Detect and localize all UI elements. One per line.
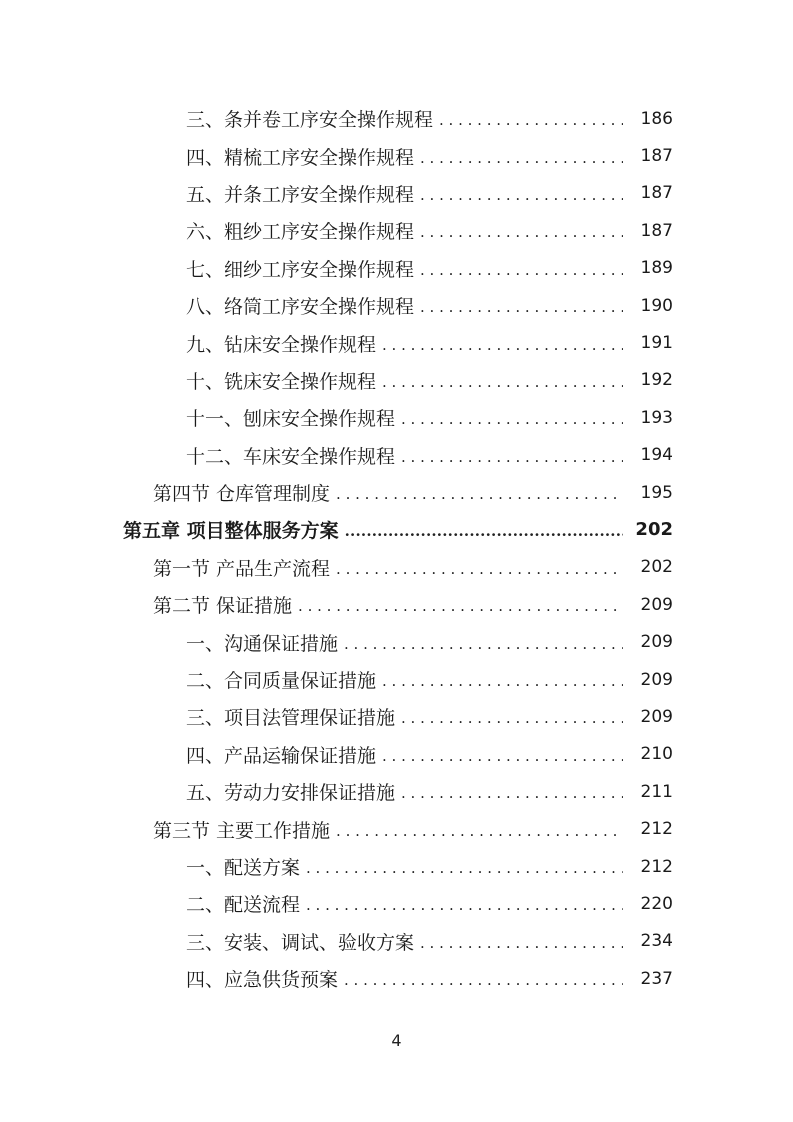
dot-leader bbox=[344, 969, 623, 988]
dot-leader bbox=[344, 633, 623, 652]
toc-entry-title: 五、并条工序安全操作规程 bbox=[186, 180, 420, 207]
toc-entry-title: 三、条并卷工序安全操作规程 bbox=[186, 105, 439, 132]
dot-leader bbox=[439, 109, 623, 128]
dot-leader bbox=[382, 670, 623, 689]
toc-entry[interactable] bbox=[0, 623, 793, 660]
toc-entry-page: 187 bbox=[640, 220, 673, 241]
toc-entry-title: 一、配送方案 bbox=[186, 853, 306, 880]
toc-section-entry[interactable] bbox=[0, 474, 793, 511]
toc-entry-page: 212 bbox=[640, 856, 673, 877]
toc-chapter-page: 202 bbox=[635, 519, 673, 541]
toc-entry[interactable] bbox=[0, 923, 793, 960]
toc-entry-page: 209 bbox=[640, 632, 673, 653]
toc-entry-title: 七、细纱工序安全操作规程 bbox=[186, 255, 420, 282]
dot-leader bbox=[401, 782, 623, 801]
dot-leader bbox=[382, 745, 623, 764]
dot-leader bbox=[298, 595, 623, 614]
toc-entry-title: 四、精梳工序安全操作规程 bbox=[186, 143, 420, 170]
toc-entry-title: 一、沟通保证措施 bbox=[186, 629, 344, 656]
dot-leader bbox=[345, 520, 623, 539]
toc-entry-page: 234 bbox=[640, 931, 673, 952]
toc-chapter-title: 第五章 项目整体服务方案 bbox=[123, 516, 345, 543]
dot-leader bbox=[306, 857, 623, 876]
toc-entry-title: 五、劳动力安排保证措施 bbox=[186, 778, 401, 805]
dot-leader bbox=[420, 221, 623, 240]
toc-entry-title: 八、络筒工序安全操作规程 bbox=[186, 292, 420, 319]
dot-leader bbox=[420, 259, 623, 278]
toc-entry-page: 191 bbox=[640, 333, 673, 354]
toc-entry-page: 202 bbox=[640, 557, 673, 578]
toc-entry-page: 193 bbox=[640, 407, 673, 428]
toc-entry[interactable] bbox=[0, 848, 793, 885]
toc-entry[interactable] bbox=[0, 437, 793, 474]
dot-leader bbox=[401, 707, 623, 726]
toc-entry[interactable] bbox=[0, 736, 793, 773]
toc-entry[interactable] bbox=[0, 661, 793, 698]
toc-entry-title: 十二、车床安全操作规程 bbox=[186, 442, 401, 469]
toc-entry[interactable] bbox=[0, 250, 793, 287]
toc-section-entry[interactable] bbox=[0, 586, 793, 623]
toc-entry-title: 二、配送流程 bbox=[186, 890, 306, 917]
toc-entry[interactable] bbox=[0, 698, 793, 735]
toc-entry[interactable] bbox=[0, 324, 793, 361]
toc-chapter-entry[interactable] bbox=[0, 511, 793, 548]
toc-entry[interactable] bbox=[0, 175, 793, 212]
toc-entry-title: 三、安装、调试、验收方案 bbox=[186, 928, 420, 955]
toc-entry-page: 209 bbox=[640, 706, 673, 727]
table-of-contents bbox=[0, 100, 793, 997]
toc-entry-title: 四、产品运输保证措施 bbox=[186, 741, 382, 768]
toc-entry[interactable] bbox=[0, 287, 793, 324]
toc-entry-page: 212 bbox=[640, 819, 673, 840]
toc-entry-title: 十、铣床安全操作规程 bbox=[186, 367, 382, 394]
toc-entry-page: 210 bbox=[640, 744, 673, 765]
toc-entry-title: 四、应急供货预案 bbox=[186, 965, 344, 992]
dot-leader bbox=[382, 334, 623, 353]
toc-entry-title: 九、钻床安全操作规程 bbox=[186, 330, 382, 357]
dot-leader bbox=[336, 483, 623, 502]
dot-leader bbox=[336, 558, 623, 577]
dot-leader bbox=[306, 894, 623, 913]
toc-entry-page: 195 bbox=[640, 482, 673, 503]
toc-section-entry[interactable] bbox=[0, 810, 793, 847]
toc-entry[interactable] bbox=[0, 100, 793, 137]
toc-entry-page: 190 bbox=[640, 295, 673, 316]
toc-entry-page: 186 bbox=[640, 108, 673, 129]
dot-leader bbox=[420, 184, 623, 203]
toc-entry-page: 220 bbox=[640, 893, 673, 914]
dot-leader bbox=[336, 820, 623, 839]
toc-entry[interactable] bbox=[0, 399, 793, 436]
toc-entry-page: 211 bbox=[640, 781, 673, 802]
page-number: 4 bbox=[391, 1031, 402, 1050]
toc-entry[interactable] bbox=[0, 137, 793, 174]
toc-entry-title: 二、合同质量保证措施 bbox=[186, 666, 382, 693]
toc-entry-title: 第四节 仓库管理制度 bbox=[153, 479, 336, 506]
toc-entry-title: 六、粗纱工序安全操作规程 bbox=[186, 217, 420, 244]
dot-leader bbox=[401, 446, 623, 465]
toc-entry-title: 十一、刨床安全操作规程 bbox=[186, 404, 401, 431]
toc-entry[interactable] bbox=[0, 960, 793, 997]
toc-entry-page: 187 bbox=[640, 146, 673, 167]
toc-entry-page: 209 bbox=[640, 669, 673, 690]
dot-leader bbox=[420, 932, 623, 951]
toc-entry-page: 187 bbox=[640, 183, 673, 204]
toc-section-entry[interactable] bbox=[0, 549, 793, 586]
toc-entry-page: 194 bbox=[640, 445, 673, 466]
toc-entry-title: 第一节 产品生产流程 bbox=[153, 554, 336, 581]
toc-entry-page: 209 bbox=[640, 594, 673, 615]
toc-entry-page: 192 bbox=[640, 370, 673, 391]
toc-entry[interactable] bbox=[0, 773, 793, 810]
toc-entry[interactable] bbox=[0, 362, 793, 399]
toc-entry-title: 第三节 主要工作措施 bbox=[153, 816, 336, 843]
dot-leader bbox=[401, 408, 623, 427]
toc-entry-page: 189 bbox=[640, 258, 673, 279]
toc-entry[interactable] bbox=[0, 885, 793, 922]
toc-entry[interactable] bbox=[0, 212, 793, 249]
dot-leader bbox=[420, 147, 623, 166]
toc-entry-page: 237 bbox=[640, 968, 673, 989]
dot-leader bbox=[420, 296, 623, 315]
toc-entry-title: 第二节 保证措施 bbox=[153, 591, 298, 618]
dot-leader bbox=[382, 371, 623, 390]
toc-entry-title: 三、项目法管理保证措施 bbox=[186, 703, 401, 730]
